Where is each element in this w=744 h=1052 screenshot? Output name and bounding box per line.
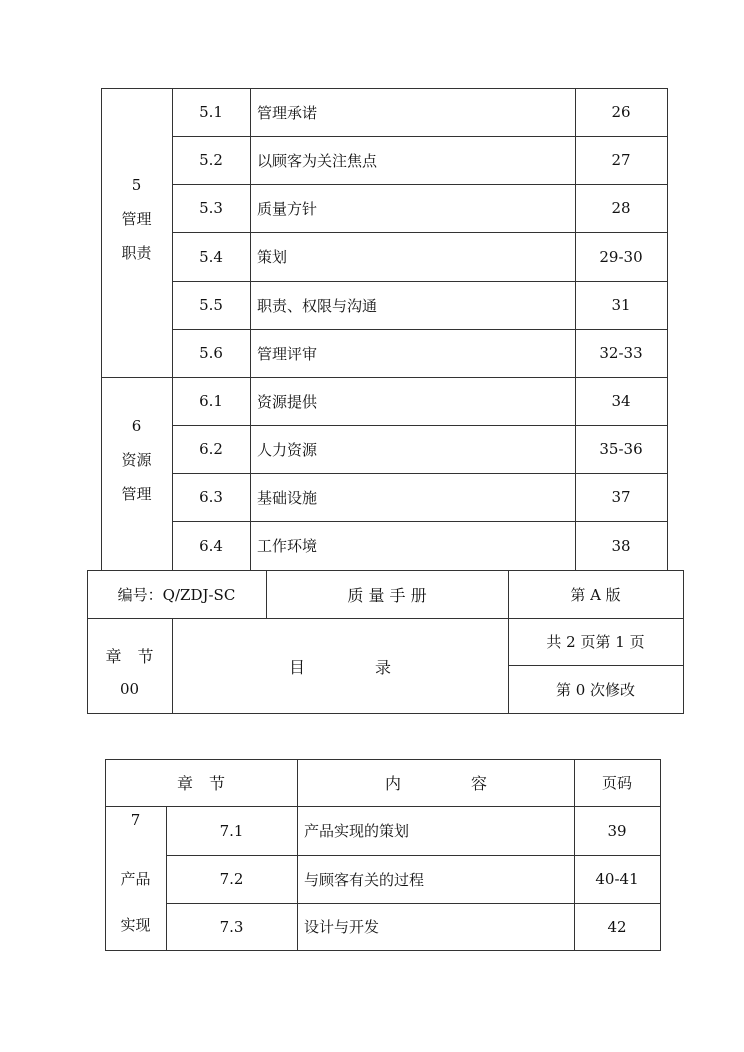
section-title: 资源提供 xyxy=(257,392,318,411)
section-number: 5.3 xyxy=(199,199,223,217)
group-number: 6 xyxy=(131,417,142,435)
page-number: 39 xyxy=(607,821,627,840)
page-number: 37 xyxy=(611,488,631,506)
header-content-char-2: 容 xyxy=(470,774,487,793)
section-title: 与顾客有关的过程 xyxy=(304,870,425,889)
manual-title: 质 量 手 册 xyxy=(347,585,427,605)
section-title: 质量方针 xyxy=(257,199,318,218)
header-border-right xyxy=(683,570,684,714)
section-title: 管理评审 xyxy=(257,344,318,363)
section-number: 5.2 xyxy=(199,151,223,169)
header-border-bottom xyxy=(87,713,684,714)
page-number: 28 xyxy=(611,199,631,217)
section-title: 工作环境 xyxy=(257,537,318,555)
section-title: 基础设施 xyxy=(257,488,318,507)
section-title: 人力资源 xyxy=(257,440,318,459)
table-border-right xyxy=(667,88,668,570)
group-title-line2: 实现 xyxy=(120,916,151,934)
page-number: 38 xyxy=(611,536,631,555)
table-border-right xyxy=(660,759,661,951)
group-title-line2: 管理 xyxy=(121,485,152,503)
page-number: 31 xyxy=(611,296,631,314)
header-col-divider xyxy=(172,618,173,714)
page-number: 42 xyxy=(607,917,627,936)
group-title-line2: 职责 xyxy=(121,244,152,262)
section-number: 6.2 xyxy=(199,440,223,458)
header-page: 页码 xyxy=(601,774,632,792)
group-title-line1: 产品 xyxy=(120,870,151,888)
revision: 第 0 次修改 xyxy=(555,680,636,699)
contents-char-1: 目 xyxy=(288,657,305,677)
section-number: 7.2 xyxy=(219,870,244,888)
section-title: 设计与开发 xyxy=(304,918,380,936)
page-info: 共 2 页第 1 页 xyxy=(546,633,645,651)
section-number: 5.1 xyxy=(199,103,223,121)
page-number: 29-30 xyxy=(599,247,643,266)
section-number: 7.3 xyxy=(219,917,244,936)
group-label-5 xyxy=(101,176,172,266)
section-title: 产品实现的策划 xyxy=(304,822,410,840)
section-title: 以顾客为关注焦点 xyxy=(257,151,378,170)
section-number: 6.1 xyxy=(199,392,223,410)
section-title: 职责、权限与沟通 xyxy=(257,296,378,315)
header-chapter: 章 节 xyxy=(176,774,225,793)
group-title-line1: 资源 xyxy=(121,451,152,469)
group-label-7 xyxy=(105,811,166,938)
header-content-char-1: 内 xyxy=(384,774,401,793)
page-number: 26 xyxy=(611,103,631,121)
section-number: 5.4 xyxy=(199,247,223,266)
section-number: 6.4 xyxy=(199,536,223,555)
chapter-value: 00 xyxy=(119,680,140,698)
contents-char-2: 录 xyxy=(374,657,391,677)
group-number: 5 xyxy=(131,176,142,194)
group-title-line1: 管理 xyxy=(121,210,152,228)
section-number: 5.6 xyxy=(199,344,223,362)
section-number: 7.1 xyxy=(219,821,244,840)
edition: 第 A 版 xyxy=(570,585,621,604)
section-number: 5.5 xyxy=(199,296,223,314)
page-number: 32-33 xyxy=(599,344,643,362)
doc-number: 编号：Q/ZDJ-SC xyxy=(117,585,236,604)
page-number: 35-36 xyxy=(599,440,643,458)
table-border-bottom xyxy=(105,950,661,951)
page-number: 40-41 xyxy=(595,870,639,888)
group-number: 7 xyxy=(130,811,141,829)
section-title: 管理承诺 xyxy=(257,103,318,122)
group-label-6 xyxy=(101,417,172,507)
page-number: 34 xyxy=(611,392,631,410)
section-number: 6.3 xyxy=(199,488,223,506)
chapter-label: 章 节 xyxy=(105,646,154,666)
page-number: 27 xyxy=(611,151,631,169)
section-title: 策划 xyxy=(257,248,288,266)
